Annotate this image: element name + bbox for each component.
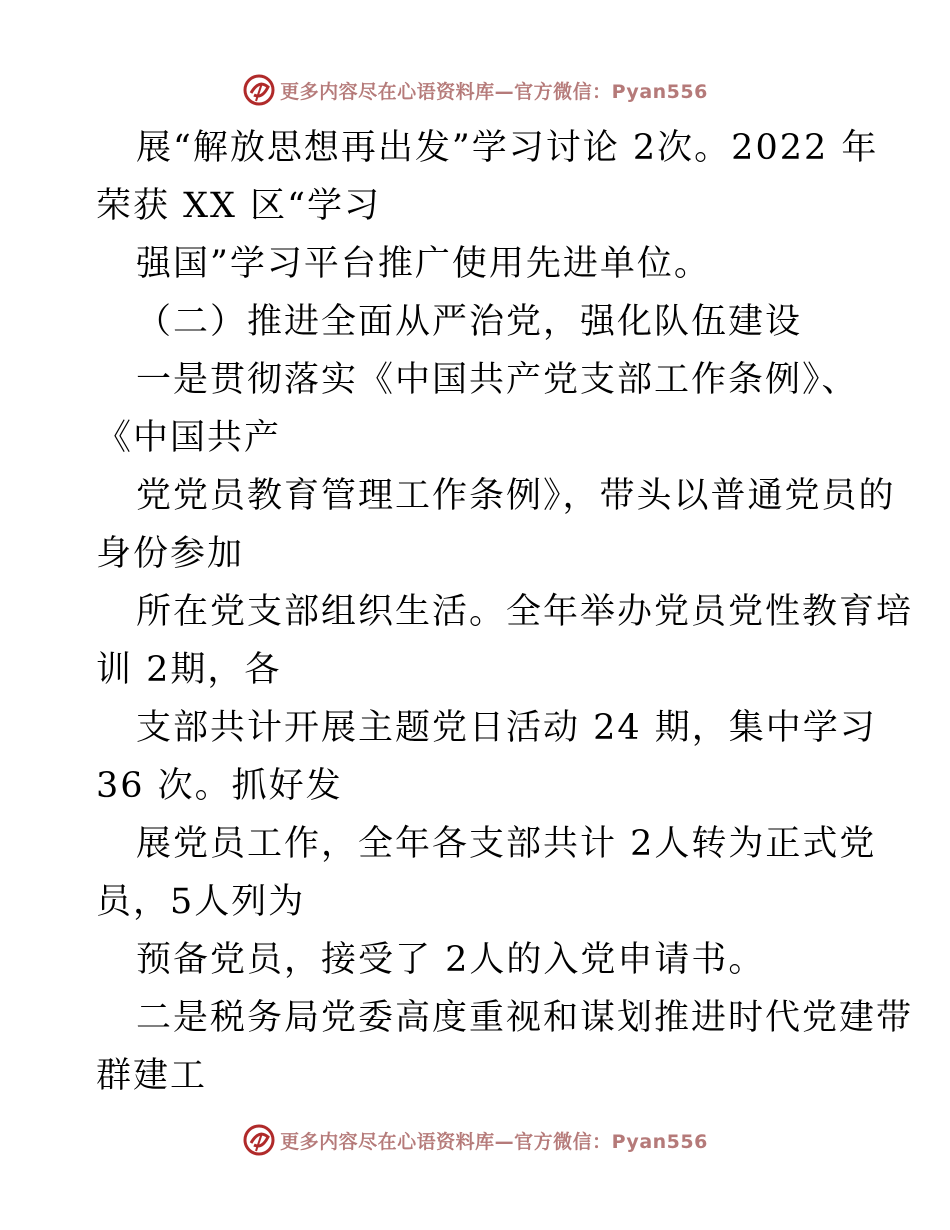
body-line: 所在党支部组织生活。全年举办党员党性教育培 xyxy=(136,592,914,632)
body-line: 荣获 XX 区“学习 xyxy=(96,186,381,226)
body-line: 展党员工作，全年各支部共计 2人转为正式党 xyxy=(136,824,877,864)
swirl-logo-icon xyxy=(242,1123,276,1157)
body-line: 训 2期，各 xyxy=(96,650,282,690)
footer-watermark-text: 更多内容尽在心语资料库—官方微信：Pyan556 xyxy=(280,1130,708,1153)
header-watermark-text: 更多内容尽在心语资料库—官方微信：Pyan556 xyxy=(280,80,708,103)
body-line: 二是税务局党委高度重视和谋划推进时代党建带 xyxy=(136,998,914,1038)
body-line: 《中国共产 xyxy=(96,418,282,458)
body-line: 预备党员，接受了 2人的入党申请书。 xyxy=(136,940,766,980)
body-line: 一是贯彻落实《中国共产党支部工作条例》、 xyxy=(136,360,859,400)
body-line: 党党员教育管理工作条例》，带头以普通党员的 xyxy=(136,476,896,516)
body-line: 36 次。抓好发 xyxy=(96,766,343,806)
body-line: 支部共计开展主题党日活动 24 期，集中学习 xyxy=(136,708,877,748)
section-heading: （二）推进全面从严治党，强化队伍建设 xyxy=(136,302,803,342)
body-line: 员，5人列为 xyxy=(96,882,306,922)
body-line: 强国”学习平台推广使用先进单位。 xyxy=(136,244,711,284)
footer-watermark-banner xyxy=(0,1120,950,1160)
body-line: 展“解放思想再出发”学习讨论 2次。2022 年 xyxy=(136,128,879,168)
body-line: 群建工 xyxy=(96,1056,208,1096)
body-line: 身份参加 xyxy=(96,534,245,574)
